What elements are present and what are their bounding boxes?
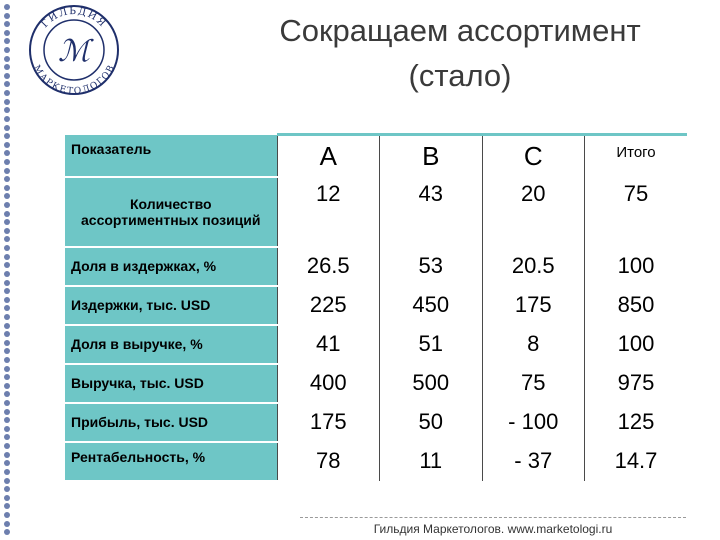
rail-dot	[4, 228, 10, 234]
row-label: Доля в выручке, %	[65, 325, 277, 364]
rail-dot	[4, 434, 10, 440]
cell-value: 78	[277, 442, 380, 481]
cell-value: 8	[482, 325, 585, 364]
rail-dot	[4, 340, 10, 346]
cell-value: 26.5	[277, 247, 380, 286]
rail-dot	[4, 305, 10, 311]
rail-dot	[4, 107, 10, 113]
cell-value: 75	[482, 364, 585, 403]
decorative-dot-rail	[3, 4, 11, 536]
rail-dot	[4, 469, 10, 475]
rail-dot	[4, 38, 10, 44]
rail-dot	[4, 4, 10, 10]
table-row	[65, 286, 687, 325]
cell-value: 975	[585, 364, 688, 403]
table-header-row	[65, 135, 687, 177]
row-label: Рентабельность, %	[65, 442, 277, 481]
rail-dot	[4, 150, 10, 156]
rail-dot	[4, 81, 10, 87]
rail-dot	[4, 159, 10, 165]
cell-value: - 100	[482, 403, 585, 442]
rail-dot	[4, 297, 10, 303]
header-col-c: C	[482, 135, 585, 177]
rail-dot	[4, 400, 10, 406]
rail-dot	[4, 168, 10, 174]
cell-value: 50	[380, 403, 483, 442]
rail-dot	[4, 426, 10, 432]
cell-value: 75	[585, 177, 688, 247]
cell-value: 20.5	[482, 247, 585, 286]
rail-dot	[4, 142, 10, 148]
svg-text:ГИЛЬДИЯ	[39, 6, 108, 30]
rail-dot	[4, 409, 10, 415]
rail-dot	[4, 314, 10, 320]
logo-ring-top-text: ГИЛЬДИЯ	[39, 5, 109, 31]
cell-value: 53	[380, 247, 483, 286]
rail-dot	[4, 219, 10, 225]
cell-value: 20	[482, 177, 585, 247]
rail-dot	[4, 13, 10, 19]
rail-dot	[4, 323, 10, 329]
rail-dot	[4, 133, 10, 139]
rail-dot	[4, 99, 10, 105]
rail-dot	[4, 357, 10, 363]
cell-value: 175	[277, 403, 380, 442]
rail-dot	[4, 529, 10, 535]
row-label: Прибыль, тыс. USD	[65, 403, 277, 442]
table-row	[65, 247, 687, 286]
rail-dot	[4, 280, 10, 286]
table-row	[65, 364, 687, 403]
comparison-table	[65, 133, 687, 482]
rail-dot	[4, 486, 10, 492]
rail-dot	[4, 176, 10, 182]
cell-value: 850	[585, 286, 688, 325]
rail-dot	[4, 90, 10, 96]
header-label: Показатель	[65, 135, 277, 177]
cell-value: 500	[380, 364, 483, 403]
cell-value: - 37	[482, 442, 585, 481]
rail-dot	[4, 331, 10, 337]
rail-dot	[4, 374, 10, 380]
rail-dot	[4, 21, 10, 27]
rail-dot	[4, 236, 10, 242]
rail-dot	[4, 348, 10, 354]
cell-value: 51	[380, 325, 483, 364]
rail-dot	[4, 443, 10, 449]
row-label: Издержки, тыс. USD	[65, 286, 277, 325]
guild-logo	[28, 4, 120, 96]
cell-value: 41	[277, 325, 380, 364]
rail-dot	[4, 30, 10, 36]
cell-value: 225	[277, 286, 380, 325]
rail-dot	[4, 47, 10, 53]
cell-value: 11	[380, 442, 483, 481]
rail-dot	[4, 288, 10, 294]
rail-dot	[4, 125, 10, 131]
rail-dot	[4, 185, 10, 191]
rail-dot	[4, 73, 10, 79]
cell-value: 125	[585, 403, 688, 442]
cell-value: 175	[482, 286, 585, 325]
row-label: Доля в издержках, %	[65, 247, 277, 286]
rail-dot	[4, 495, 10, 501]
rail-dot	[4, 521, 10, 527]
rail-dot	[4, 211, 10, 217]
title-line-1: Сокращаем ассортимент	[279, 13, 641, 48]
header-col-a: A	[277, 135, 380, 177]
cell-value: 450	[380, 286, 483, 325]
rail-dot	[4, 116, 10, 122]
rail-dot	[4, 383, 10, 389]
row-label: Количество ассортиментных позиций	[65, 177, 277, 247]
cell-value: 400	[277, 364, 380, 403]
cell-value: 43	[380, 177, 483, 247]
rail-dot	[4, 245, 10, 251]
rail-dot	[4, 262, 10, 268]
rail-dot	[4, 460, 10, 466]
title-line-2: (стало)	[408, 58, 512, 93]
rail-dot	[4, 417, 10, 423]
cell-value: 100	[585, 247, 688, 286]
rail-dot	[4, 452, 10, 458]
rail-dot	[4, 193, 10, 199]
rail-dot	[4, 478, 10, 484]
rail-dot	[4, 391, 10, 397]
rail-dot	[4, 271, 10, 277]
footer-credit: Гильдия Маркетологов. www.marketologi.ru	[300, 517, 686, 536]
table-row	[65, 177, 687, 247]
logo-monogram: ℳ	[57, 34, 91, 69]
header-col-b: B	[380, 135, 483, 177]
rail-dot	[4, 64, 10, 70]
logo-ring-bottom-text: МАРКЕТОЛОГОВ	[31, 63, 118, 96]
rail-dot	[4, 503, 10, 509]
table-row	[65, 325, 687, 364]
header-col-total: Итого	[585, 135, 688, 177]
cell-value: 12	[277, 177, 380, 247]
slide-title	[200, 8, 720, 98]
rail-dot	[4, 56, 10, 62]
cell-value: 100	[585, 325, 688, 364]
rail-dot	[4, 202, 10, 208]
table-row	[65, 442, 687, 481]
rail-dot	[4, 254, 10, 260]
rail-dot	[4, 512, 10, 518]
cell-value: 14.7	[585, 442, 688, 481]
row-label: Выручка, тыс. USD	[65, 364, 277, 403]
rail-dot	[4, 366, 10, 372]
table-row	[65, 403, 687, 442]
